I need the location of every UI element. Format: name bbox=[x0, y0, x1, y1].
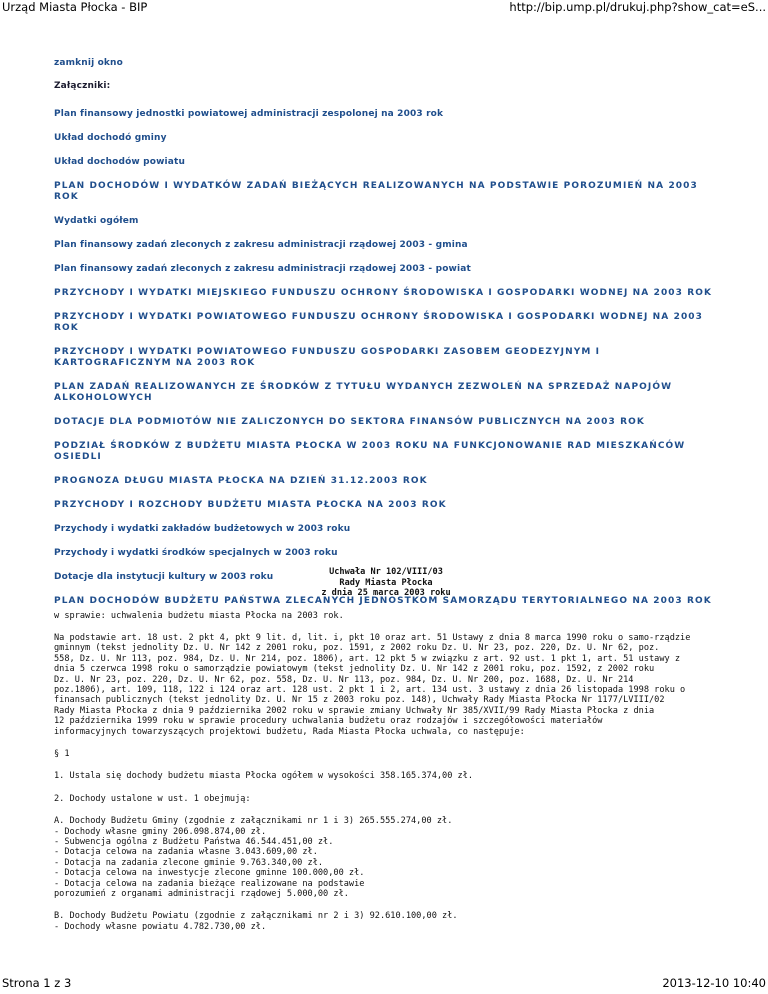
attachment-link[interactable]: PODZIAŁ ŚRODKÓW Z BUDŻETU MIASTA PŁOCKA W 2003 ROKU NA FUNKCJONOWANIE RAD MIESZKAŃCÓW OSIEDLI bbox=[54, 441, 686, 462]
attachment-link[interactable]: PLAN DOCHODÓW BUDŻETU PAŃSTWA ZLECANYCH JEDNOSTKOM SAMORZĄDU TERYTORIALNEGO NA 2003 ROK bbox=[54, 596, 712, 606]
resolution-subject: w sprawie: uchwalenia budżetu miasta Płocka na 2003 rok. bbox=[54, 610, 344, 621]
attachment-link[interactable]: Wydatki ogółem bbox=[54, 216, 139, 226]
attachment-link[interactable]: Układ dochodów powiatu bbox=[54, 157, 186, 167]
attachment-link[interactable]: Plan finansowy zadań zleconych z zakresu administracji rządowej 2003 - powiat bbox=[54, 264, 471, 274]
attachment-link[interactable]: Dotacje dla instytucji kultury w 2003 roku bbox=[54, 572, 274, 582]
resolution-point-1: 1. Ustala się dochody budżetu miasta Płocka ogółem w wysokości 358.165.374,00 zł. bbox=[54, 771, 474, 782]
browser-page-title: Urząd Miasta Płocka - BIP bbox=[2, 0, 148, 14]
resolution-council: Rady Miasta Płocka bbox=[339, 577, 433, 588]
attachment-link[interactable]: PROGNOZA DŁUGU MIASTA PŁOCKA NA DZIEŃ 31.12.2003 ROK bbox=[54, 476, 428, 486]
attachment-link[interactable]: PRZYCHODY I WYDATKI MIEJSKIEGO FUNDUSZU OCHRONY ŚRODOWISKA I GOSPODARKI WODNEJ NA 2003 ROK bbox=[54, 288, 713, 298]
resolution-title bbox=[54, 567, 718, 599]
attachment-link[interactable]: PLAN ZADAŃ REALIZOWANYCH ZE ŚRODKÓW Z TYTUŁU WYDANYCH ZEZWOLEŃ NA SPRZEDAŻ NAPOJÓW ALKOHOLOWYCH bbox=[54, 382, 673, 403]
attachment-link[interactable]: PRZYCHODY I WYDATKI POWIATOWEGO FUNDUSZU GOSPODARKI ZASOBEM GEODEZYJNYM I KARTOGRAFICZNYM NA 2003 ROK bbox=[54, 347, 601, 368]
resolution-date: z dnia 25 marca 2003 roku bbox=[321, 588, 451, 598]
resolution-body bbox=[54, 567, 718, 944]
resolution-point-2: 2. Dochody ustalone w ust. 1 obejmują: bbox=[54, 793, 251, 804]
attachment-link[interactable]: PLAN DOCHODÓW I WYDATKÓW ZADAŃ BIEŻĄCYCH REALIZOWANYCH NA PODSTAWIE POROZUMIEŃ NA 2003 ROK bbox=[54, 181, 698, 202]
attachment-link[interactable]: Przychody i wydatki środków specjalnych w 2003 roku bbox=[54, 548, 338, 558]
resolution-section-1: § 1 bbox=[54, 748, 70, 759]
attachment-link[interactable]: PRZYCHODY I WYDATKI POWIATOWEGO FUNDUSZU OCHRONY ŚRODOWISKA I GOSPODARKI WODNEJ NA 2003 ROK bbox=[54, 312, 704, 333]
attachments-list bbox=[54, 109, 718, 607]
resolution-number: Uchwała Nr 102/VIII/03 bbox=[329, 567, 443, 577]
resolution-block-b: B. Dochody Budżetu Powiatu (zgodnie z załącznikami nr 2 i 3) 92.610.100,00 zł. - Dochody własne powiatu 4.782.730,00 zł. bbox=[54, 911, 458, 932]
attachment-link[interactable]: Układ dochodó gminy bbox=[54, 133, 167, 143]
attachment-link[interactable]: Plan finansowy jednostki powiatowej administracji zespolonej na 2003 rok bbox=[54, 109, 444, 119]
resolution-block-a: A. Dochody Budżetu Gminy (zgodnie z załącznikami nr 1 i 3) 265.555.274,00 zł. - Dochody własne gminy 206.098.874,00 zł. - Subwencja ogólna z Budżetu Państwa 46.544.451,00 zł. - Dotacja celowa na zadania własne 3.043.609,00 zł. - Dotacja na zadania zlecone gminie 9.763.340,00 zł. - Dotacja celowa na inwestycje zlecone gminne 100.000,00 zł. - Dotacja celowa na zadania bieżące realizowane na podstawie porozumień z organami administracji rządowej 5.000,00 zł. bbox=[54, 816, 453, 900]
attachments-heading: Załączniki: bbox=[54, 81, 111, 91]
attachment-link[interactable]: Plan finansowy zadań zleconych z zakresu administracji rządowej 2003 - gmina bbox=[54, 240, 468, 250]
attachments-section bbox=[54, 58, 718, 620]
page-number: Strona 1 z 3 bbox=[2, 976, 72, 990]
print-datetime: 2013-12-10 10:40 bbox=[662, 976, 766, 990]
attachment-link[interactable]: Przychody i wydatki zakładów budżetowych w 2003 roku bbox=[54, 524, 351, 534]
attachment-link[interactable]: PRZYCHODY I ROZCHODY BUDŻETU MIASTA PŁOCKA NA 2003 ROK bbox=[54, 500, 447, 510]
attachment-link[interactable]: DOTACJE DLA PODMIOTÓW NIE ZALICZONYCH DO SEKTORA FINANSÓW PUBLICZNYCH NA 2003 ROK bbox=[54, 417, 645, 427]
browser-page-url: http://bip.ump.pl/drukuj.php?show_cat=eS... bbox=[509, 0, 766, 14]
resolution-legal-basis: Na podstawie art. 18 ust. 2 pkt 4, pkt 9 lit. d, lit. i, pkt 10 oraz art. 51 Ustawy z dnia 8 marca 1990 roku o samo-rządzie gminnym (tekst jednolity Dz. U. Nr 142 z 2001 roku, poz. 1591, z 2002 roku Dz. U. Nr 23, poz. 220, Dz. U. Nr 62, poz. 558, Dz. U. Nr 113, poz. 984, Dz. U. Nr 214, poz. 1806), art. 12 pkt 5 w związku z art. 92 ust. 1 pkt 1, art. 51 ustawy z dnia 5 czerwca 1998 roku o samorządzie powiatowym (tekst jednolity Dz. U. Nr 142 z 2001 roku, poz. 1592, z 2002 roku Dz. U. Nr 23, poz. 220, Dz. U. Nr 62, poz. 558, Dz. U. Nr 113, poz. 984, Dz. U. Nr 200, poz. 1688, Dz. U. Nr 214 poz.1806), art. 109, 118, 122 i 124 oraz art. 128 ust. 2 pkt 1 i 2, art. 134 ust. 3 ustawy z dnia 26 listopada 1998 roku o finansach publicznych (tekst jednolity Dz. U. Nr 15 z 2003 roku poz. 148), Uchwały Rady Miasta Płocka Nr 1177/LVIII/02 Rady Miasta Płocka z dnia 9 października 2002 roku w sprawie zmiany Uchwały Nr 385/XVII/99 Rady Miasta Płocka z dnia 12 października 1999 roku w sprawie procedury uchwalania budżetu oraz rodzajów i szczegółowości materiałów informacyjnych towarzyszących projektowi budżetu, Rada Miasta Płocka uchwala, co następuje: bbox=[54, 632, 691, 737]
close-window-link[interactable]: zamknij okno bbox=[54, 58, 123, 68]
